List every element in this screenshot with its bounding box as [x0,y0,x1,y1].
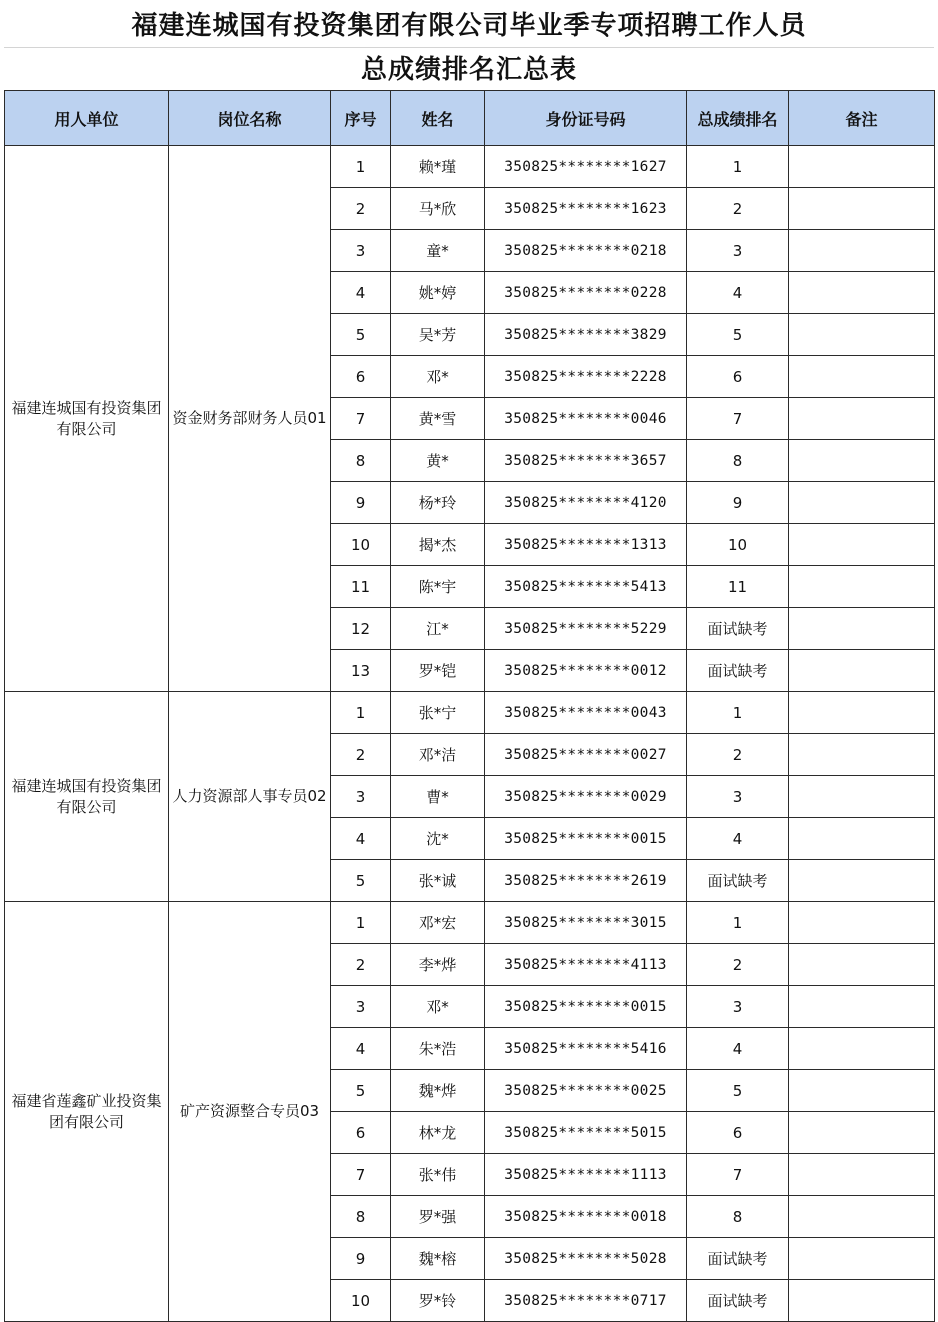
cell-remark [789,776,935,818]
cell-name: 邓* [391,986,485,1028]
cell-name: 陈*宇 [391,566,485,608]
cell-remark [789,986,935,1028]
cell-unit: 福建连城国有投资集团有限公司 [5,692,169,902]
cell-seq: 2 [331,734,391,776]
cell-name: 李*烨 [391,944,485,986]
cell-seq: 10 [331,1280,391,1322]
cell-id: 350825********5028 [485,1238,687,1280]
cell-name: 赖*瑾 [391,146,485,188]
cell-id: 350825********3829 [485,314,687,356]
cell-id: 350825********1313 [485,524,687,566]
cell-rank: 8 [687,1196,789,1238]
cell-remark [789,1112,935,1154]
cell-remark [789,1154,935,1196]
header-name: 姓名 [391,91,485,146]
cell-seq: 6 [331,356,391,398]
cell-post: 人力资源部人事专员02 [169,692,331,902]
cell-remark [789,860,935,902]
header-id: 身份证号码 [485,91,687,146]
cell-name: 罗*铠 [391,650,485,692]
cell-remark [789,440,935,482]
cell-rank: 6 [687,356,789,398]
cell-id: 350825********0018 [485,1196,687,1238]
cell-id: 350825********2228 [485,356,687,398]
cell-id: 350825********1623 [485,188,687,230]
cell-rank: 7 [687,1154,789,1196]
page-subtitle: 总成绩排名汇总表 [360,55,577,85]
cell-rank: 2 [687,734,789,776]
title-block [0,0,938,90]
cell-seq: 9 [331,482,391,524]
cell-name: 沈* [391,818,485,860]
header-post: 岗位名称 [169,91,331,146]
cell-name: 罗*铃 [391,1280,485,1322]
cell-seq: 1 [331,902,391,944]
page-title: 福建连城国有投资集团有限公司毕业季专项招聘工作人员 [131,11,807,41]
cell-seq: 2 [331,944,391,986]
cell-id: 350825********1113 [485,1154,687,1196]
cell-rank: 9 [687,482,789,524]
cell-rank: 3 [687,986,789,1028]
cell-name: 曹* [391,776,485,818]
cell-id: 350825********0228 [485,272,687,314]
cell-remark [789,566,935,608]
cell-id: 350825********0015 [485,818,687,860]
cell-rank: 5 [687,1070,789,1112]
cell-rank: 2 [687,944,789,986]
cell-remark [789,146,935,188]
cell-name: 张*诚 [391,860,485,902]
cell-rank: 面试缺考 [687,1238,789,1280]
cell-id: 350825********3015 [485,902,687,944]
cell-seq: 12 [331,608,391,650]
cell-rank: 1 [687,902,789,944]
cell-name: 魏*榕 [391,1238,485,1280]
cell-remark [789,1238,935,1280]
cell-seq: 3 [331,230,391,272]
cell-rank: 1 [687,146,789,188]
header-row [5,91,935,146]
cell-id: 350825********0218 [485,230,687,272]
cell-seq: 11 [331,566,391,608]
cell-id: 350825********5015 [485,1112,687,1154]
cell-remark [789,1196,935,1238]
cell-seq: 8 [331,1196,391,1238]
cell-name: 黄* [391,440,485,482]
cell-remark [789,188,935,230]
cell-seq: 13 [331,650,391,692]
cell-id: 350825********4120 [485,482,687,524]
cell-name: 张*伟 [391,1154,485,1196]
cell-name: 邓* [391,356,485,398]
cell-id: 350825********3657 [485,440,687,482]
cell-remark [789,314,935,356]
cell-rank: 4 [687,1028,789,1070]
cell-remark [789,692,935,734]
table-row [5,146,935,188]
cell-rank: 面试缺考 [687,608,789,650]
cell-id: 350825********0717 [485,1280,687,1322]
cell-rank: 6 [687,1112,789,1154]
cell-rank: 面试缺考 [687,860,789,902]
title-divider [4,47,934,48]
cell-name: 吴*芳 [391,314,485,356]
cell-remark [789,356,935,398]
cell-id: 350825********0027 [485,734,687,776]
cell-id: 350825********0012 [485,650,687,692]
cell-id: 350825********5413 [485,566,687,608]
header-rank: 总成绩排名 [687,91,789,146]
cell-id: 350825********0046 [485,398,687,440]
header-remark: 备注 [789,91,935,146]
cell-name: 姚*婷 [391,272,485,314]
cell-seq: 6 [331,1112,391,1154]
cell-name: 杨*玲 [391,482,485,524]
cell-rank: 4 [687,272,789,314]
cell-rank: 8 [687,440,789,482]
table-body [5,146,935,1322]
cell-remark [789,1070,935,1112]
cell-name: 黄*雪 [391,398,485,440]
ranking-table [4,90,935,1322]
cell-name: 朱*浩 [391,1028,485,1070]
cell-seq: 7 [331,1154,391,1196]
cell-rank: 7 [687,398,789,440]
cell-name: 邓*洁 [391,734,485,776]
cell-seq: 4 [331,272,391,314]
cell-name: 马*欣 [391,188,485,230]
cell-seq: 4 [331,1028,391,1070]
header-unit: 用人单位 [5,91,169,146]
cell-name: 罗*强 [391,1196,485,1238]
cell-rank: 面试缺考 [687,1280,789,1322]
cell-seq: 5 [331,314,391,356]
cell-seq: 1 [331,692,391,734]
cell-id: 350825********0029 [485,776,687,818]
cell-name: 揭*杰 [391,524,485,566]
cell-id: 350825********5416 [485,1028,687,1070]
cell-rank: 11 [687,566,789,608]
cell-seq: 4 [331,818,391,860]
cell-remark [789,818,935,860]
cell-seq: 2 [331,188,391,230]
cell-seq: 1 [331,146,391,188]
cell-id: 350825********0025 [485,1070,687,1112]
cell-remark [789,1028,935,1070]
cell-id: 350825********0015 [485,986,687,1028]
cell-rank: 10 [687,524,789,566]
cell-name: 张*宁 [391,692,485,734]
cell-name: 江* [391,608,485,650]
cell-name: 魏*烨 [391,1070,485,1112]
cell-rank: 1 [687,692,789,734]
cell-remark [789,1280,935,1322]
cell-id: 350825********5229 [485,608,687,650]
header-seq: 序号 [331,91,391,146]
cell-remark [789,524,935,566]
cell-rank: 面试缺考 [687,650,789,692]
cell-seq: 9 [331,1238,391,1280]
cell-id: 350825********4113 [485,944,687,986]
cell-remark [789,608,935,650]
cell-seq: 8 [331,440,391,482]
cell-post: 资金财务部财务人员01 [169,146,331,692]
cell-name: 林*龙 [391,1112,485,1154]
cell-name: 童* [391,230,485,272]
cell-remark [789,734,935,776]
cell-seq: 3 [331,776,391,818]
cell-id: 350825********1627 [485,146,687,188]
cell-rank: 2 [687,188,789,230]
cell-rank: 3 [687,776,789,818]
cell-seq: 7 [331,398,391,440]
cell-rank: 4 [687,818,789,860]
cell-unit: 福建省莲鑫矿业投资集团有限公司 [5,902,169,1322]
table-row [5,692,935,734]
cell-unit: 福建连城国有投资集团有限公司 [5,146,169,692]
cell-seq: 5 [331,1070,391,1112]
cell-remark [789,482,935,524]
cell-remark [789,398,935,440]
table-row [5,902,935,944]
cell-rank: 5 [687,314,789,356]
cell-rank: 3 [687,230,789,272]
cell-id: 350825********2619 [485,860,687,902]
cell-post: 矿产资源整合专员03 [169,902,331,1322]
cell-name: 邓*宏 [391,902,485,944]
cell-remark [789,650,935,692]
cell-seq: 3 [331,986,391,1028]
cell-seq: 10 [331,524,391,566]
cell-seq: 5 [331,860,391,902]
cell-remark [789,944,935,986]
cell-remark [789,902,935,944]
cell-remark [789,272,935,314]
cell-remark [789,230,935,272]
cell-id: 350825********0043 [485,692,687,734]
